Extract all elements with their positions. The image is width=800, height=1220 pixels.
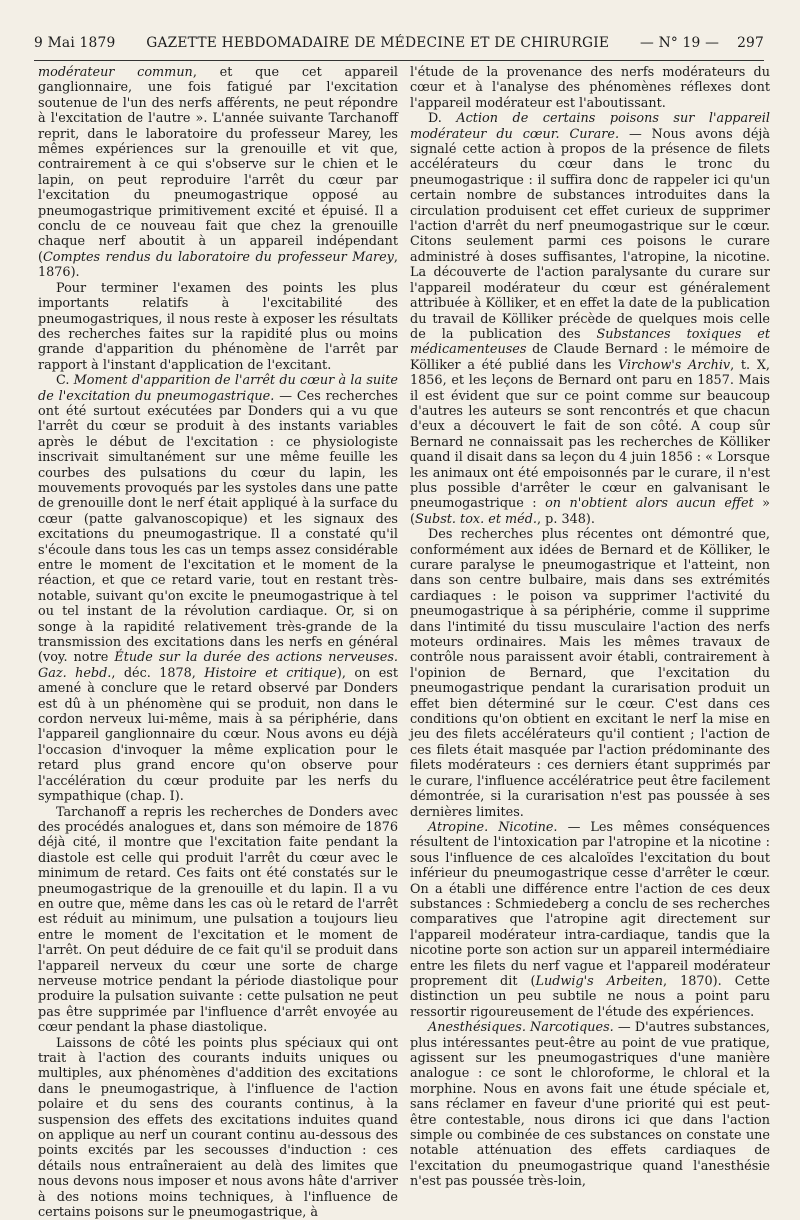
- paragraph: modérateur commun, et que cet appareil ganglionnaire, une fois fatigué par l'excitation soutenue de l'un des nerfs afférents, ne peut répondre à l'excitation de l'autre ». L'année suivante Tarchanoff reprit, dans le laboratoire du professeur Marey, les mêmes expériences sur la grenouille et vit que, contrairement à ce qui s'observe sur le chien et le lapin, on peut reproduire l'arrêt du cœur par l'excitation du pneumogastrique opposé au pneumogastrique primitivement excité et épuisé. Il a conclu de ce nouveau fait que chez la grenouille chaque nerf aboutit à un appareil indépendant (Comptes rendus du laboratoire du professeur Marey, 1876).: [38, 65, 398, 281]
- right-column: [410, 65, 771, 1190]
- header-right: [640, 35, 764, 51]
- section-d-paragraph: D. Action de certains poisons sur l'appareil modérateur du cœur. Curare. — Nous avons déjà signalé cette action à propos de la présence de filets accélérateurs du cœur dans le tronc du pneumogastrique : il suffira donc de rappeler ici qu'un certain nombre de substances introduites dans la circulation produisent cet effet curieux de supprimer l'action d'arrêt du nerf pneumogastrique sur le cœur. Citons seulement parmi ces poisons le curare administré à doses suffisantes, l'atropine, la nicotine. La découverte de l'action paralysante du curare sur l'appareil modérateur du cœur est généralement attribuée à Kölliker, et en effet la date de la publication du travail de Kölliker précède de quelques mois celle de la publication des Substances toxiques et médicamenteuses de Claude Bernard : le mémoire de Kölliker a été publié dans les Virchow's Archiv, t. X, 1856, et les leçons de Bernard ont paru en 1857. Mais il est évident que sur ce point comme sur beaucoup d'autres les auteurs se sont rencontrés et que chacun d'eux a découvert le fait de son côté. A coup sûr Bernard ne connaissait pas les recherches de Kölliker quand il disait dans sa leçon du 4 juin 1856 : « Lorsque les animaux ont été empoisonnés par le curare, il n'est plus possible d'arrêter le cœur en galvanisant le pneumogastrique : on n'obtient alors aucun effet » (Subst. tox. et méd., p. 348).: [410, 111, 771, 527]
- left-column: [38, 65, 398, 1220]
- paragraph: l'étude de la provenance des nerfs modérateurs du cœur et à l'analyse des phénomènes réflexes dont l'appareil modérateur est l'aboutissant.: [410, 65, 770, 111]
- anesthetics-paragraph: Anesthésiques. Narcotiques. — D'autres substances, plus intéressantes peut-être au point de vue pratique, agissent sur les pneumogastriques d'une manière analogue : ce sont le chloroforme, le chloral et la morphine. Nous en avons fait une étude spéciale et, sans réclamer en faveur d'une priorité qui est peut-être contestable, nous dirons ici que dans l'action simple ou combinée de ces substances on constate une notable atténuation des effets cardiaques de l'excitation du pneumogastrique quand l'anesthésie n'est pas poussée très-loin,: [410, 1020, 770, 1190]
- page-number: 297: [737, 35, 764, 51]
- issue-number: — N° 19 —: [639, 35, 720, 51]
- section-heading: Moment d'apparition de l'arrêt du cœur à la suite de l'excitation du pneumogastrique.: [38, 373, 398, 404]
- atropine-paragraph: Atropine. Nicotine. — Les mêmes conséquences résultent de l'intoxication par l'atropine et la nicotine : sous l'influence de ces alcaloïdes l'excitation du bout inférieur du pneumogastrique cesse d'arrêter le cœur. On a établi une différence entre l'action de ces deux substances : Schmiedeberg a conclu de ses recherches comparatives que l'atropine agit directement sur l'appareil modérateur intra-cardiaque, tandis que la nicotine porte son action sur un appareil intermédiaire entre les filets du nerf vague et l'appareil modérateur proprement dit (Ludwig's Arbeiten, 1870). Cette distinction un peu subtile ne nous a point paru ressortir rigoureusement de l'étude des expériences.: [410, 819, 770, 1020]
- header-rule: [34, 60, 764, 61]
- paragraph: Pour terminer l'examen des points les plus importants relatifs à l'excitabilité des pneumogastriques, il nous reste à exposer les résultats des recherches faites sur la rapidité plus ou moins grande d'apparition du phénomène de l'arrêt par rapport à l'instant d'application de l'excitant.: [38, 280, 398, 373]
- subsection-heading: Anesthésiques. Narcotiques.: [428, 1020, 614, 1036]
- section-c-paragraph: C. Moment d'apparition de l'arrêt du cœur à la suite de l'excitation du pneumogastrique. — Ces recherches ont été surtout exécutées par Donders qui a vu que l'arrêt du cœur se produit à des instants variables après le début de l'excitation : ce physiologiste inscrivait simultanément sur une même feuille les courbes des pulsations du cœur du lapin, les mouvements provoqués par les systoles dans une patte de grenouille dont le nerf était appliqué à la surface du cœur (patte galvanoscopique) et les signaux des excitations du pneumogastrique. Il a constaté qu'il s'écoule dans tous les cas un temps assez considérable entre le moment de l'excitation et le moment de la réaction, et que ce retard varie, tout en restant très-notable, suivant qu'on excite le pneumogastrique à tel ou tel instant de la révolution cardiaque. Or, si on songe à la rapidité relativement très-grande de la transmission des excitations dans les nerfs en général (voy. notre Étude sur la durée des actions nerveuses. Gaz. hebd., déc. 1878, Histoire et critique), on est amené à conclure que le retard observé par Donders est dû à un phénomène qui se produit, non dans le cordon nerveux lui-même, mais à sa périphérie, dans l'appareil ganglionnaire du cœur. Nous avons eu déjà l'occasion d'invoquer la même explication pour le retard plus grand encore qu'on observe pour l'accélération du cœur produite par les nerfs du sympathique (chap. I).: [38, 373, 398, 805]
- section-heading: Action de certains poisons sur l'appareil modérateur du cœur. Curare.: [410, 111, 770, 142]
- paragraph: Des recherches plus récentes ont démontré que, conformément aux idées de Bernard et de Kölliker, le curare paralyse le pneumogastrique et l'atteint, non dans son centre bulbaire, mais dans ses extrémités cardiaques : le poison va supprimer l'activité du pneumogastrique à sa périphérie, comme il supprime dans l'intimité du tissu musculaire l'action des nerfs moteurs ordinaires. Mais les mêmes travaux de contrôle nous paraissent avoir établi, contrairement à l'opinion de Bernard, que l'excitation du pneumogastrique pendant la curarisation produit un effet bien déterminé sur le cœur. C'est dans ces conditions qu'on obtient en excitant le nerf la mise en jeu des filets accélérateurs qu'il contient ; l'action de ces filets était masquée par l'action prédominante des filets modérateurs : ces derniers étant supprimés par le curare, l'influence accélératrice peut être facilement démontrée, si la curarisation n'est pas poussée à ses dernières limites.: [410, 527, 770, 820]
- issue-date: 9 Mai 1879: [34, 35, 116, 51]
- article-body: [38, 65, 771, 1220]
- journal-title: GAZETTE HEBDOMADAIRE DE MÉDECINE ET DE CHIRURGIE: [146, 35, 610, 51]
- paragraph: Tarchanoff a repris les recherches de Donders avec des procédés analogues et, dans son mémoire de 1876 déjà cité, il montre que l'excitation faite pendant la diastole est celle qui produit l'arrêt du cœur avec le minimum de retard. Ces faits ont été constatés sur le pneumogastrique de la grenouille et du lapin. Il a vu en outre que, même dans les cas où le retard de l'arrêt est réduit au minimum, une pulsation a toujours lieu entre le moment de l'excitation et le moment de l'arrêt. On peut déduire de ce fait qu'il se produit dans l'appareil nerveux du cœur une sorte de charge nerveuse motrice pendant la période diastolique pour produire la pulsation suivante : cette pulsation ne peut pas être supprimée par l'influence d'arrêt envoyée au cœur pendant la phase diastolique.: [38, 804, 398, 1036]
- paragraph: Laissons de côté les points plus spéciaux qui ont trait à l'action des courants induits uniques ou multiples, aux phénomènes d'addition des excitations dans le pneumogastrique, à l'influence de l'action polaire et du sens des courants continus, à la suspension des effets des excitations induites quand on applique au nerf un courant continu au-dessous des points excités par les secousses d'induction : ces détails nous entraîneraient au delà des limites que nous devons nous imposer et nous avons hâte d'arriver à des notions moins techniques, à l'influence de certains poisons sur le pneumogastrique, à: [38, 1035, 398, 1220]
- subsection-heading: Atropine. Nicotine.: [428, 819, 558, 835]
- running-header: [34, 30, 764, 56]
